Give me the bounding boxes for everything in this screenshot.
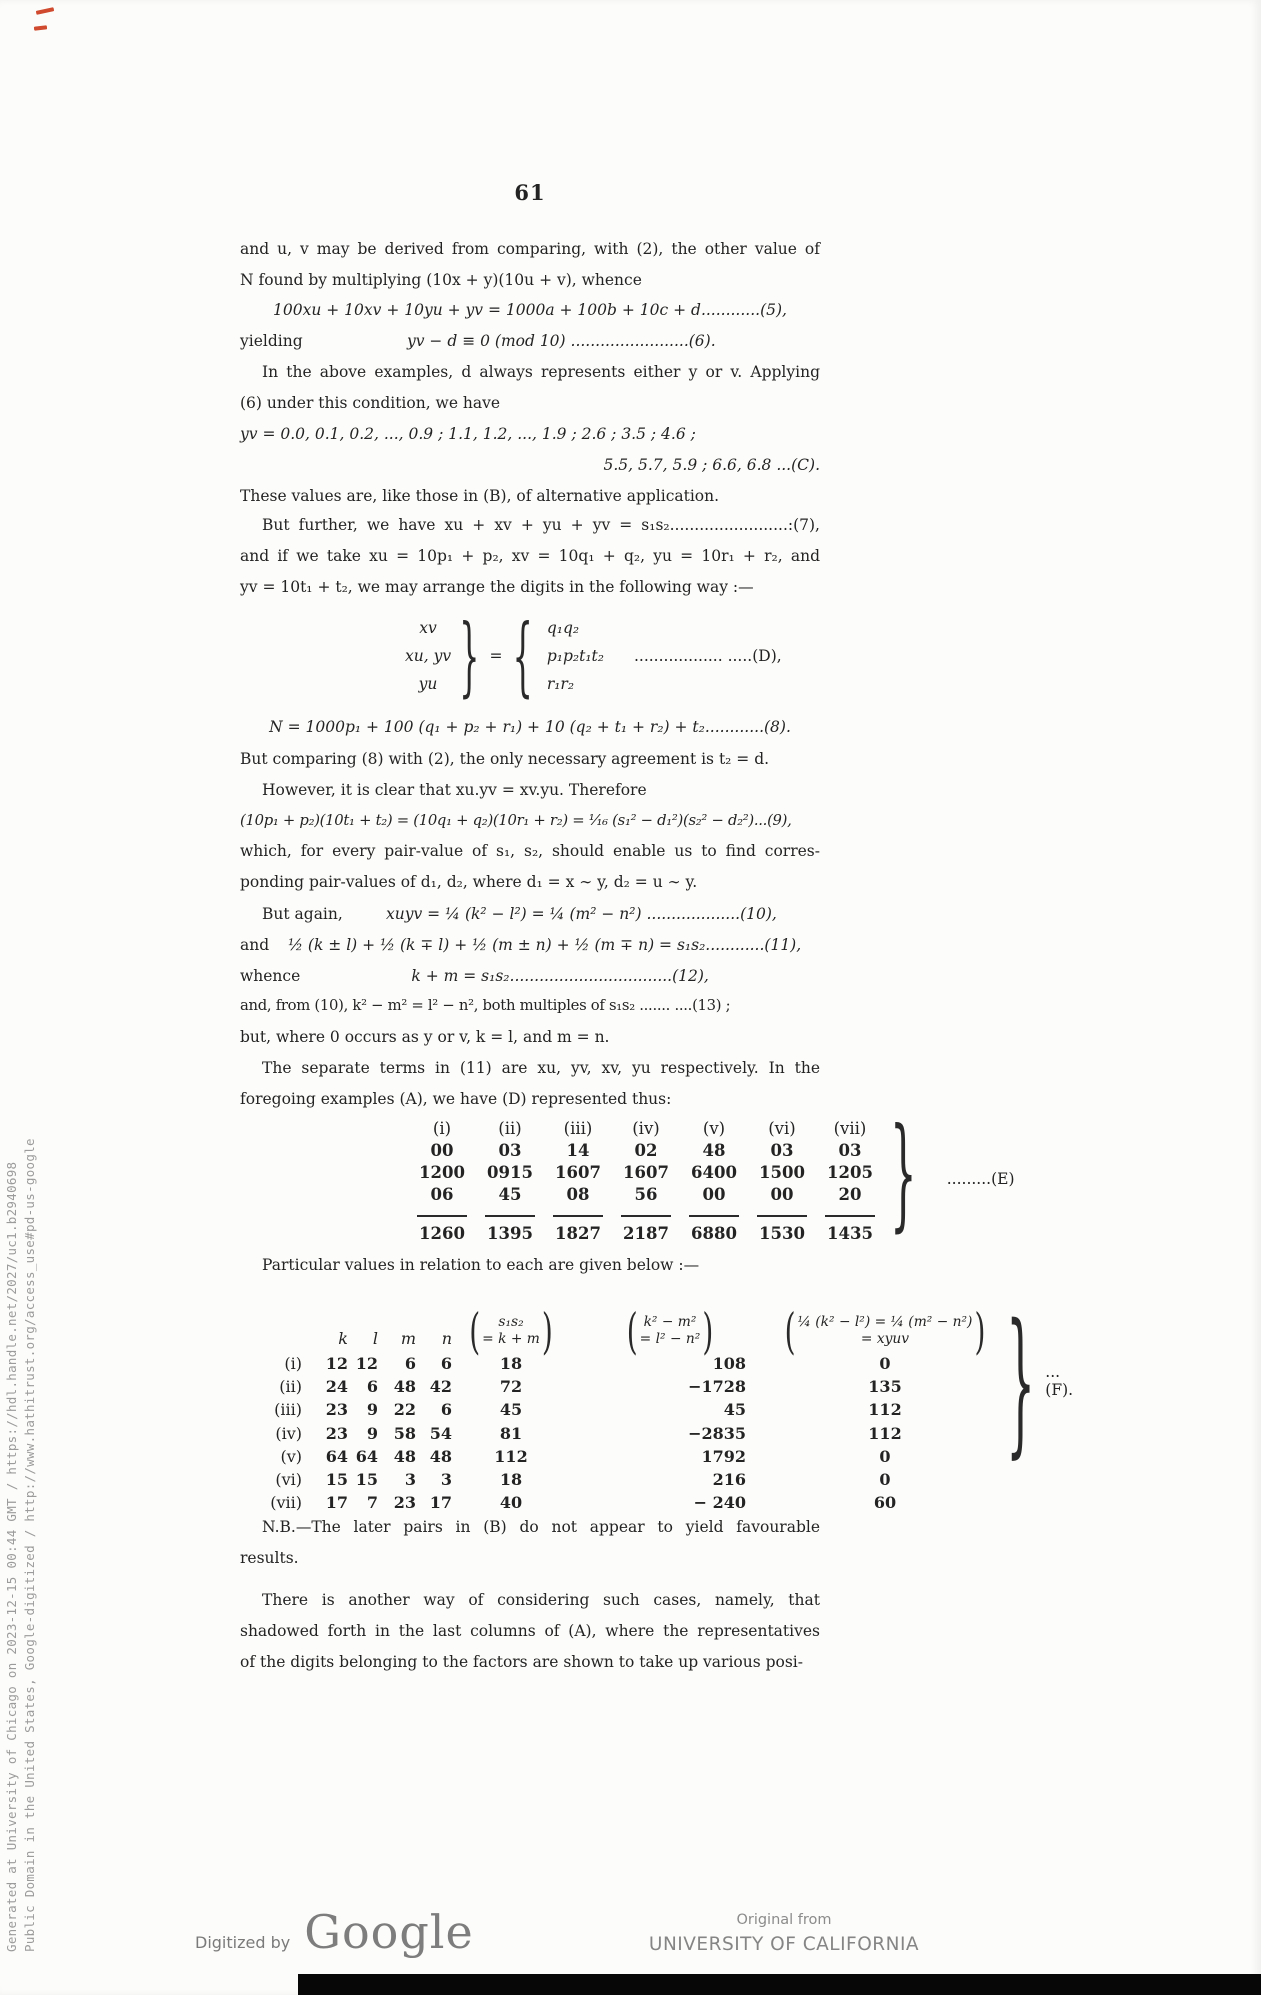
col-header-xyuv: ( ¼ (k² − l²) = ¼ (m² − n²) = xyuv ): [784, 1302, 986, 1360]
right-brace-glyph: }: [1006, 1289, 1036, 1473]
institution-label: UNIVERSITY OF CALIFORNIA: [648, 1934, 920, 1955]
equation-line: yv = 0.0, 0.1, 0.2, ..., 0.9 ; 1.1, 1.2, ..., 1.9 ; 2.6 ; 3.5 ; 4.6 ;: [240, 425, 696, 443]
text-line: results.: [240, 1548, 299, 1567]
table-f-label: ...(F).: [1045, 1363, 1074, 1399]
values-c: [240, 419, 820, 481]
col-header-k2m2: ( k² − m² = l² − n² ): [626, 1302, 714, 1360]
equation-line: yv − d ≡ 0 (mod 10) ........................(6).: [406, 332, 716, 350]
table-row: (vii) 17 7 23 17 40 − 240 60: [270, 1493, 897, 1513]
paragraph-values: [240, 481, 820, 512]
page-number: 61: [514, 180, 546, 205]
text-line: Particular values in relation to each are given below :—: [262, 1256, 700, 1274]
red-ink-mark: [34, 25, 47, 30]
paragraph-examples: [240, 357, 820, 419]
table-row: (iv) 23 9 58 54 81 −2835 112: [275, 1423, 902, 1443]
equation-10: [240, 899, 820, 930]
equation-12: [240, 961, 820, 992]
left-brace-glyph: {: [512, 604, 533, 707]
text-line: In the above examples, d always represents either y or v. Applying: [262, 363, 820, 381]
left-paren-glyph: (: [626, 1302, 638, 1360]
table-f-brace: [1006, 1289, 1074, 1473]
text-line: These values are, like those in (B), of alternative application.: [240, 487, 720, 505]
paragraph-intro: [240, 234, 820, 296]
text-line: However, it is clear that xu.yv = xv.yu. Therefore: [262, 781, 647, 799]
text-line: shadowed forth in the last columns of (A), where the representatives: [240, 1621, 820, 1640]
paragraph-closing: [240, 1585, 820, 1677]
red-ink-mark: [36, 7, 54, 15]
equation-line: xuyv = ¼ (k² − l²) = ¼ (m² − n²) ...................(10),: [385, 905, 777, 923]
sum-rule: [417, 1215, 467, 1217]
equation-label: whence: [240, 967, 301, 985]
equation-11: [240, 930, 820, 961]
sidebar-publicdomain-line: Public Domain in the United States, Google-digitized / http://www.hathitrust.org/access_use#pd-us-google: [22, 1138, 37, 1952]
display-d: [240, 604, 820, 707]
equation-line: k + m = s₁s₂.................................(12),: [411, 967, 709, 985]
table-e-column: (iii) 14 1607 08 1827: [544, 1118, 612, 1245]
table-e-column: (ii) 03 0915 45 1395: [476, 1118, 544, 1245]
equals-sign: =: [489, 646, 503, 665]
col-header-m: m: [400, 1329, 416, 1348]
text-line: and if we take xu = 10p₁ + p₂, xv = 10q₁ + q₂, yu = 10r₁ + r₂, and: [240, 546, 820, 565]
sum-rule: [485, 1215, 535, 1217]
table-e-column: (iv) 02 1607 56 2187: [612, 1118, 680, 1245]
table-e-column: (vii) 03 1205 20 1435: [816, 1118, 884, 1245]
google-logo: Google: [304, 1905, 474, 1959]
equation-9: [240, 806, 820, 837]
paragraph-particular: [240, 1250, 820, 1281]
sum-rule: [689, 1215, 739, 1217]
paragraph-further: [240, 510, 820, 602]
table-e-column: (v) 48 6400 00 6880: [680, 1118, 748, 1245]
text-line: but, where 0 occurs as y or v, k = l, and m = n.: [240, 1028, 610, 1046]
footer-digitized: [195, 1905, 474, 1959]
col-header-n: n: [441, 1329, 452, 1348]
left-paren-glyph: (: [469, 1302, 481, 1360]
table-e-label: .........(E): [946, 1170, 1015, 1188]
table-e-column: (i) 00 1200 06 1260: [408, 1118, 476, 1245]
text-line: There is another way of considering such cases, namely, that: [262, 1591, 820, 1609]
text-line: But comparing (8) with (2), the only necessary agreement is t₂ = d.: [240, 750, 770, 768]
right-paren-glyph: ): [541, 1302, 553, 1360]
right-brace-glyph: }: [890, 1101, 917, 1244]
col-header-k: k: [338, 1329, 348, 1348]
text-line: yv = 10t₁ + t₂, we may arrange the digits in the following way :—: [240, 577, 754, 596]
sum-rule: [825, 1215, 875, 1217]
equation-line: 100xu + 10xv + 10yu + yv = 1000a + 100b + 10c + d............(5),: [273, 301, 787, 319]
equation-line: and, from (10), k² − m² = l² − n², both multiples of s₁s₂ ....... ....(13) ;: [240, 997, 731, 1014]
right-paren-glyph: ): [974, 1302, 986, 1360]
equation-13: [240, 991, 820, 1022]
right-paren-glyph: ): [702, 1302, 714, 1360]
table-row: (vi) 15 15 3 3 18 216 0: [275, 1469, 891, 1489]
equation-5: [240, 295, 820, 326]
text-line: N found by multiplying (10x + y)(10u + v), whence: [240, 270, 642, 289]
equation-6: [240, 326, 820, 357]
paragraph-however: [240, 775, 820, 806]
text-line: (6) under this condition, we have: [240, 393, 501, 412]
table-row: (i) 12 12 6 6 18 108 0: [284, 1354, 891, 1373]
table-row: (v) 64 64 48 48 112 1792 0: [280, 1446, 891, 1466]
table-e: [408, 1101, 1015, 1245]
equation-line: 5.5, 5.7, 5.9 ; 6.6, 6.8 ...(C).: [603, 455, 820, 474]
table-e-column: (vi) 03 1500 00 1530: [748, 1118, 816, 1245]
table-row: (iii) 23 9 22 6 45 45 112: [274, 1400, 902, 1420]
digitized-by-label: Digitized by: [195, 1933, 291, 1952]
table-row: (ii) 24 6 48 42 72 −1728 135: [279, 1377, 902, 1397]
text-line: which, for every pair-value of s₁, s₂, should enable us to find corres-: [240, 842, 820, 860]
sum-rule: [621, 1215, 671, 1217]
text-line: But further, we have xu + xv + yu + yv = s₁s₂........................:(7),: [262, 516, 820, 534]
footer-original: [628, 1912, 940, 1955]
equation-8: [240, 712, 820, 743]
display-d-dots: .................. .....(D),: [633, 646, 782, 665]
text-line: foregoing examples (A), we have (D) represented thus:: [240, 1089, 672, 1108]
col-header-l: l: [372, 1329, 378, 1348]
display-d-right-stack: q₁q₂ p₁p₂t₁t₂ r₁r₂: [546, 618, 604, 693]
table-f: [244, 1289, 1074, 1516]
paragraph-separate-terms: [240, 1053, 820, 1115]
equation-line: (10p₁ + p₂)(10t₁ + t₂) = (10q₁ + q₂)(10r₁ + r₂) = ¹⁄₁₆ (s₁² − d₁²)(s₂² − d₂²)...(9),: [240, 812, 792, 829]
table-f-header: [244, 1296, 1000, 1360]
text-line: ponding pair-values of d₁, d₂, where d₁ = x ∼ y, d₂ = u ∼ y.: [240, 872, 698, 891]
paragraph-zero-case: [240, 1022, 820, 1053]
paragraph-comparing: [240, 744, 820, 775]
equation-line: N = 1000p₁ + 100 (q₁ + p₂ + r₁) + 10 (q₂ + t₁ + r₂) + t₂............(8).: [269, 718, 791, 736]
display-d-left-stack: xv xu, yv yu: [405, 618, 452, 693]
equation-label: and: [240, 936, 270, 954]
text-line: of the digits belonging to the factors are shown to take up various posi-: [240, 1652, 804, 1671]
paragraph-pairvalues: [240, 836, 820, 898]
text-line: The separate terms in (11) are xu, yv, xv, yu respectively. In the: [262, 1059, 820, 1077]
sidebar-generated-line: Generated at University of Chicago on 2023-12-15 00:44 GMT / https://hdl.handle.net/2027/uc1.b2940698: [4, 1161, 19, 1952]
right-brace-glyph: }: [459, 604, 480, 707]
paragraph-nb: [240, 1512, 820, 1574]
original-from-label: Original from: [736, 1912, 832, 1928]
col-header-s1s2: ( s₁s₂ = k + m ): [469, 1302, 553, 1360]
equation-label: But again,: [262, 905, 343, 923]
text-line: and u, v may be derived from comparing, with (2), the other value of: [240, 240, 820, 258]
sum-rule: [553, 1215, 603, 1217]
sum-rule: [757, 1215, 807, 1217]
equation-line: ½ (k ± l) + ½ (k ∓ l) + ½ (m ± n) + ½ (m ∓ n) = s₁s₂............(11),: [287, 936, 802, 954]
equation-label: yielding: [240, 332, 303, 350]
text-line: N.B.—The later pairs in (B) do not appear to yield favourable: [262, 1518, 820, 1536]
left-paren-glyph: (: [784, 1302, 796, 1360]
scan-edge-bar: [298, 1974, 1261, 1995]
